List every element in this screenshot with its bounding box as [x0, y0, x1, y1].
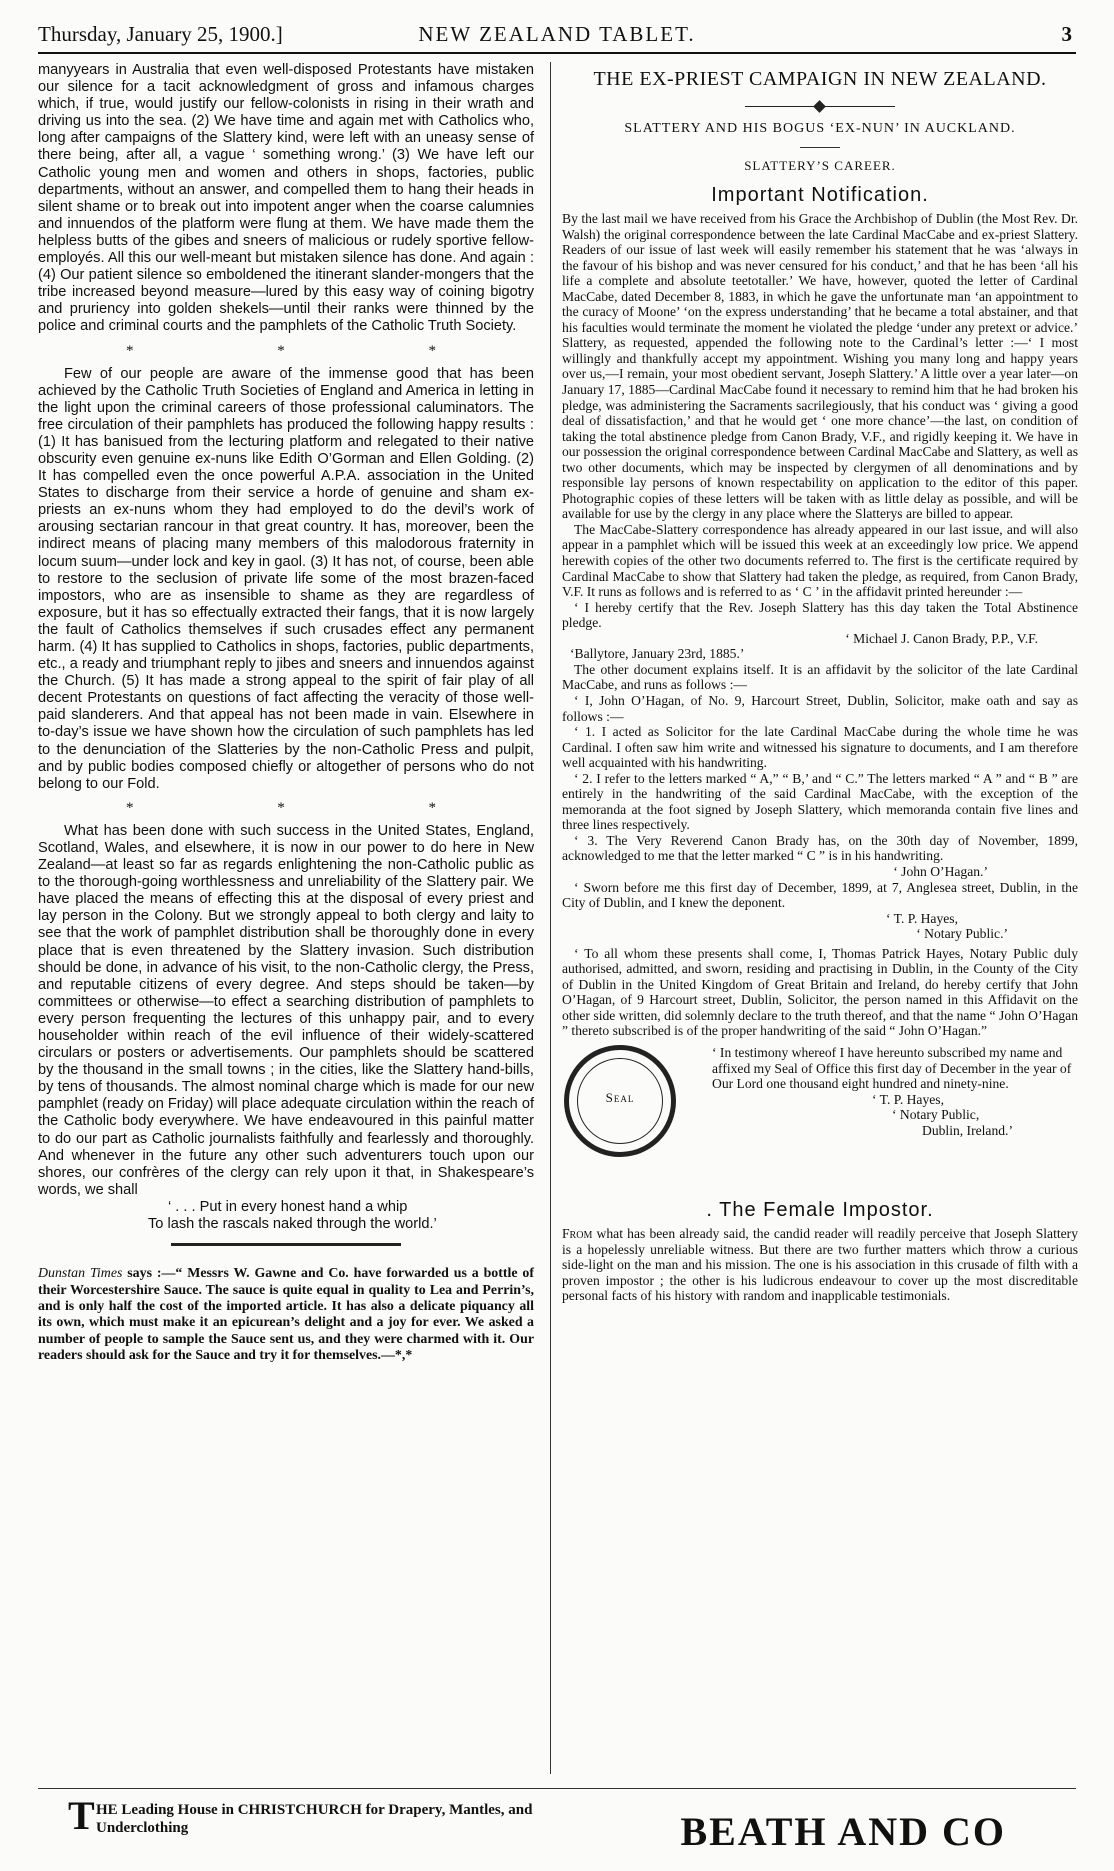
notary-title-1: ‘ Notary Public.’ — [916, 926, 1008, 942]
seal-label: Seal — [605, 1089, 635, 1105]
affidavit-clause-2: ‘ 2. I refer to the letters marked “ A,” “ B,’ and “ C.” The letters marked “ A ” and “ B ” are entirely in the handwriting of the said Cardinal MacCabe, with the exception of the memoranda at the foot signed by Joseph Slattery, which memoranda contain five lines and three lines respectively. — [562, 770, 1078, 833]
ad-brand: BEATH AND CO — [680, 1809, 1006, 1854]
ad-line-2: Underclothing — [96, 1820, 189, 1836]
right-paragraph-3: The other document explains itself. It is an affidavit by the solicitor of the late Cardinal MacCabe, and runs as follows :— — [562, 661, 1078, 693]
testimony-text: ‘ In testimony whereof I have hereunto subscribed my name and affixed my Seal of Office this first day of December in the year of Our Lord one thousand eight hundred and ninety-nine. — [712, 1044, 1072, 1092]
footer-advertisement — [38, 1793, 1076, 1860]
notification-heading: Important Notification. — [711, 184, 929, 206]
career-heading: SLATTERY’S CAREER. — [744, 158, 896, 173]
right-paragraph-1: By the last mail we have received from his Grace the Archbishop of Dublin (the Most Rev. Dr. Walsh) the original correspondence between the late Cardinal MacCabe and ex-priest Slattery. Readers of our issue of last week will easily remember his statement that he was ‘always in the favour of his bishop and was never censured for his conduct,’ and that he has been ‘all his life a complete and absolute teetotaller.’ We have, however, quoted the letter of Cardinal MacCabe, dated December 8, 1883, in which he gave the unfortunate man ‘an appointment to the curacy of Moone’ ‘on the express understanding’ that he became a total abstainer, and that his faculties would terminate the moment he violated the pledge ‘under any pretext or advice.’ Slattery, as requested, appended the following note to the Cardinal’s letter :—‘ I most willingly and thankfully accept my appointment. Wishing you many long and happy years over us,—I remain, your most obedient servant, Joseph Slattery.’ A little over a year later—on January 17, 1885—Cardinal MacCabe found it necessary to remind him that he had broken his pledge, was administering the Sacraments sacrilegiously, that his conduct was ‘ giving a good deal of dissatisfaction,’ and that he would get ‘ one more chance’—the last, on condition of taking the total abstinence pledge from Canon Brady, V.F., and rigidly keeping it. We have in our possession the original correspondence between Cardinal MacCabe and Slattery, as well as two other documents, which may be inspected by clergymen of all denominations and by responsible lay persons of known respectability on application to the editor of this paper. Photographic copies of these letters will be taken with as little delay as possible, and will be available for use by the clergy in any place where the Slatterys are billed to appear. — [562, 211, 1078, 522]
ad-initial-letter: T — [68, 1793, 95, 1838]
footer-rule — [38, 1788, 1076, 1789]
notary-title-2: ‘ Notary Public, — [892, 1107, 980, 1123]
female-impostor-text: what has been already said, the candid reader will readily perceive that Joseph Slattery is a hopelessly unreliable witness. But there are two further matters which throw a curious side-light on the man and his mission. The one is his association in this crusade of filth with a proven impostor ; the other is his ludicrous endeavour to cover up the most discreditable personal facts of his history with random and inapplicable testimonials. — [562, 1225, 1078, 1304]
right-paragraph-2: The MacCabe-Slattery correspondence has already appeared in our last issue, and will also appear in a pamphlet which will be issued this week at an exceedingly low price. We append herewith copies of the other two documents referred to. The first is the certificate required by Cardinal MacCabe to show that Slattery had taken the pledge, as required, from Canon Brady, V.F. It runs as follows and is referred to as ‘ C ’ in the affidavit printed hereunder :— — [562, 521, 1078, 600]
quote-line-2: To lash the rascals naked through the world.’ — [148, 1216, 437, 1232]
affidavit-signature: ‘ John O’Hagan.’ — [893, 863, 988, 879]
notary-seal-icon — [564, 1045, 676, 1157]
sauce-notice-source: Dunstan Times — [38, 1266, 123, 1282]
certificate-date: ‘Ballytore, January 23rd, 1885.’ — [570, 646, 745, 662]
notary-name-2: ‘ T. P. Hayes, — [872, 1091, 944, 1107]
left-paragraph-3: What has been done with such success in the United States, England, Scotland, Wales, and elsewhere, it is now in our power to do here in New Zealand—at least so far as regards enlightening the non-Catholic public as to the thorough-going worthlessness and unreliability of the Slattery pair. We have placed the means of effecting this at the disposal of every priest and lay person in the Colony. But we strongly appeal to both clergy and laity to see that the work of pamphlet distribution shall be thoroughly done in every place that is even threatened by the Slattery invasion. Such distribution should be done, in advance of his visit, to the non-Catholic clergy, the Press, and reputable citizens of every degree. And steps should be taken—by committees or otherwise—to effect a searching distribution of pamphlets to every person frequenting the lectures of this unhappy pair, and to every householder within reach of the evil influence of their widely-scattered circulars or posters or advertisements. Our pamphlets should be scattered by the thousand in the small towns ; in the cities, like the Slattery hand-bills, by tens of thousands. The almost nominal charge which is made for our new pamphlet (ready on Friday) will place adequate circulation within the reach of the Catholic body everywhere. We have endeavoured in this painful matter to do our part as Catholic journalists faithfully and fearlessly and thoroughly. And whenever in the future any other such adventurers touch upon our shores, our confrères of the clergy can rely upon it that, in Shakespeare’s words, we shall — [38, 822, 534, 1198]
notary-location: Dublin, Ireland.’ — [922, 1122, 1013, 1138]
short-rule — [800, 147, 840, 148]
page-number: 3 — [1061, 22, 1072, 46]
left-paragraph-1: manyyears in Australia that even well-disposed Protestants have mistaken our silence for a tacit acknowledgment of gross and infamous charges which, if true, would justify our fellow-colonists in rising in their wrath and driving us into the sea. (2) We have time and again met with Catholics who, long after campaigns of the Slattery kind, were left with an uneasy sense of there being, after all, a vague ‘ something wrong.’ (3) We have left our Catholic young men and women and others in shops, factories, public departments, without an answer, and compelled them to hang their heads in silent shame or to break out into impotent anger when the coarse calumnies and innuendos of the platform were flung at them. We have made them the helpless butts of the gibes and sneers of malicious or rudely sportive fellow-employés. All this our well-meant but mistaken silence has done. And again : (4) Our patient silence so emboldened the itinerant slander-mongers that the tribe increased beyond measure—lured by this easy way of coining bigotry and pruriency into golden shekels—until their ranks were thinned by the police and criminal courts and the pamphlets of the Catholic Truth Society. — [38, 62, 534, 335]
article-subtitle: SLATTERY AND HIS BOGUS ‘EX-NUN’ IN AUCKLAND. — [624, 121, 1016, 136]
section-rule — [171, 1243, 401, 1246]
female-impostor-paragraph — [562, 1226, 1078, 1304]
sworn-statement: ‘ Sworn before me this first day of December, 1899, at 7, Anglesea street, Dublin, in the City of Dublin, and I knew the deponent. — [562, 879, 1078, 911]
female-impostor-heading: . The Female Impostor. — [706, 1198, 934, 1221]
quote-line-1: ‘ . . . Put in every honest hand a whip — [168, 1198, 408, 1215]
sauce-notice-text: says :—“ Messrs W. Gawne and Co. have forwarded us a bottle of their Worcestershire Sauce. The sauce is quite equal in quality to Lea and Perrin’s, and is only half the cost of the imported article. It has also a delicate piquancy all its own, which must make it an epicurean’s delight and a joy for ever. We asked a number of people to sample the Sauce sent us, and they were charmed with it. Our readers should ask for the Sauce and try it for themselves.—*,* — [38, 1266, 534, 1364]
article-title: THE EX-PRIEST CAMPAIGN IN NEW ZEALAND. — [593, 68, 1047, 90]
masthead: NEW ZEALAND TABLET. — [418, 22, 696, 46]
diamond-ornament-icon — [813, 100, 826, 113]
affidavit-clause-1: ‘ 1. I acted as Solicitor for the late Cardinal MacCabe during the whole time he was Cardinal. I often saw him write and witnessed his signature to documents, and I am therefore well acquainted with his handwriting. — [562, 724, 1078, 771]
issue-date: Thursday, January 25, 1900.] — [38, 22, 283, 46]
affidavit-intro: ‘ I, John O’Hagan, of No. 9, Harcourt Street, Dublin, Solicitor, make oath and say as follows :— — [562, 692, 1078, 724]
left-column — [38, 62, 542, 1365]
affidavit-clause-3: ‘ 3. The Very Reverend Canon Brady has, on the 30th day of November, 1899, acknowledged to me that the letter marked “ C ” is in his handwriting. — [562, 832, 1078, 864]
section-stars-2: * * * — [126, 799, 506, 816]
notary-certificate: ‘ To all whom these presents shall come, I, Thomas Patrick Hayes, Notary Public duly authorised, admitted, and sworn, residing and practising in Dublin, in the County of the City of Dublin in the United Kingdom of Great Britain and Ireland, do hereby certify that John O’Hagan, of 9 Harcourt street, Dublin, Solicitor, the person named in this Affidavit on the other side written, did solemnly declare to the truth thereof, and that the name “ John O’Hagan ” thereto subscribed is of the proper handwriting of the said “ John O’Hagan.” — [562, 945, 1078, 1039]
section-stars-1: * * * — [126, 342, 506, 359]
diamond-rule — [745, 101, 895, 113]
ad-line-1: HE Leading House in CHRISTCHURCH for Drapery, Mantles, and — [96, 1802, 533, 1818]
shakespeare-quote — [148, 1199, 534, 1233]
sauce-notice — [38, 1266, 534, 1364]
column-divider — [550, 62, 551, 1774]
right-column — [562, 62, 1078, 1304]
page-header — [38, 12, 1076, 54]
certificate-text: ‘ I hereby certify that the Rev. Joseph Slattery has this day taken the Total Abstinence pledge. — [562, 599, 1078, 631]
left-paragraph-2: Few of our people are aware of the immense good that has been achieved by the Catholic Truth Societies of England and America in letting in the light upon the criminal careers of those professional caluminators. The free circulation of their pamphlets has produced the following happy results : (1) It has banisued from the lecturing platform and relegated to their native obscurity even genuine ex-nuns like Edith O’Gorman and Ellen Golding. (2) It has compelled even the once powerful A.P.A. association in the United States to discharge from their service a horde of genuine and sham ex-priests an ex-nuns whom they had employed to do the devil’s work of arousing sectarian rancour in that great country. It has, moreover, been the indirect means of placing many members of this malodorous fraternity in locum suum—under lock and key in gaol. (3) It has not, of course, been able to restore to the seclusion of private life some of the most brazen-faced impostors, who are as insensible to shame as they are regardless of exposure, but it has so effectually extracted their fangs, that it is now largely the fault of Catholics themselves if such crusades effect any permanent harm. (4) It has supplied to Catholics in shops, factories, public departments, etc., a ready and triumphant reply to jibes and sneers and innuendos against the Church. (5) It has made a strong appeal to the spirit of fair play of all decent Protestants on questions of fact affecting the veracity of those well-paid slanderers. And that appeal has not been made in vain. Elsewhere in to-day’s issue we have shown how the circulation of such pamphlets has led to the denunciation of the Slatteries by the non-Catholic Press and pulpit, and by public bodies composed chiefly or altogether of persons who do not belong to our Fold. — [38, 365, 534, 792]
testimony-block — [712, 1045, 1072, 1138]
notary-name-1: ‘ T. P. Hayes, — [886, 910, 958, 926]
seal-block — [562, 1045, 1078, 1195]
drop-word: From — [562, 1225, 593, 1241]
certificate-signature: ‘ Michael J. Canon Brady, P.P., V.F. — [845, 630, 1038, 646]
